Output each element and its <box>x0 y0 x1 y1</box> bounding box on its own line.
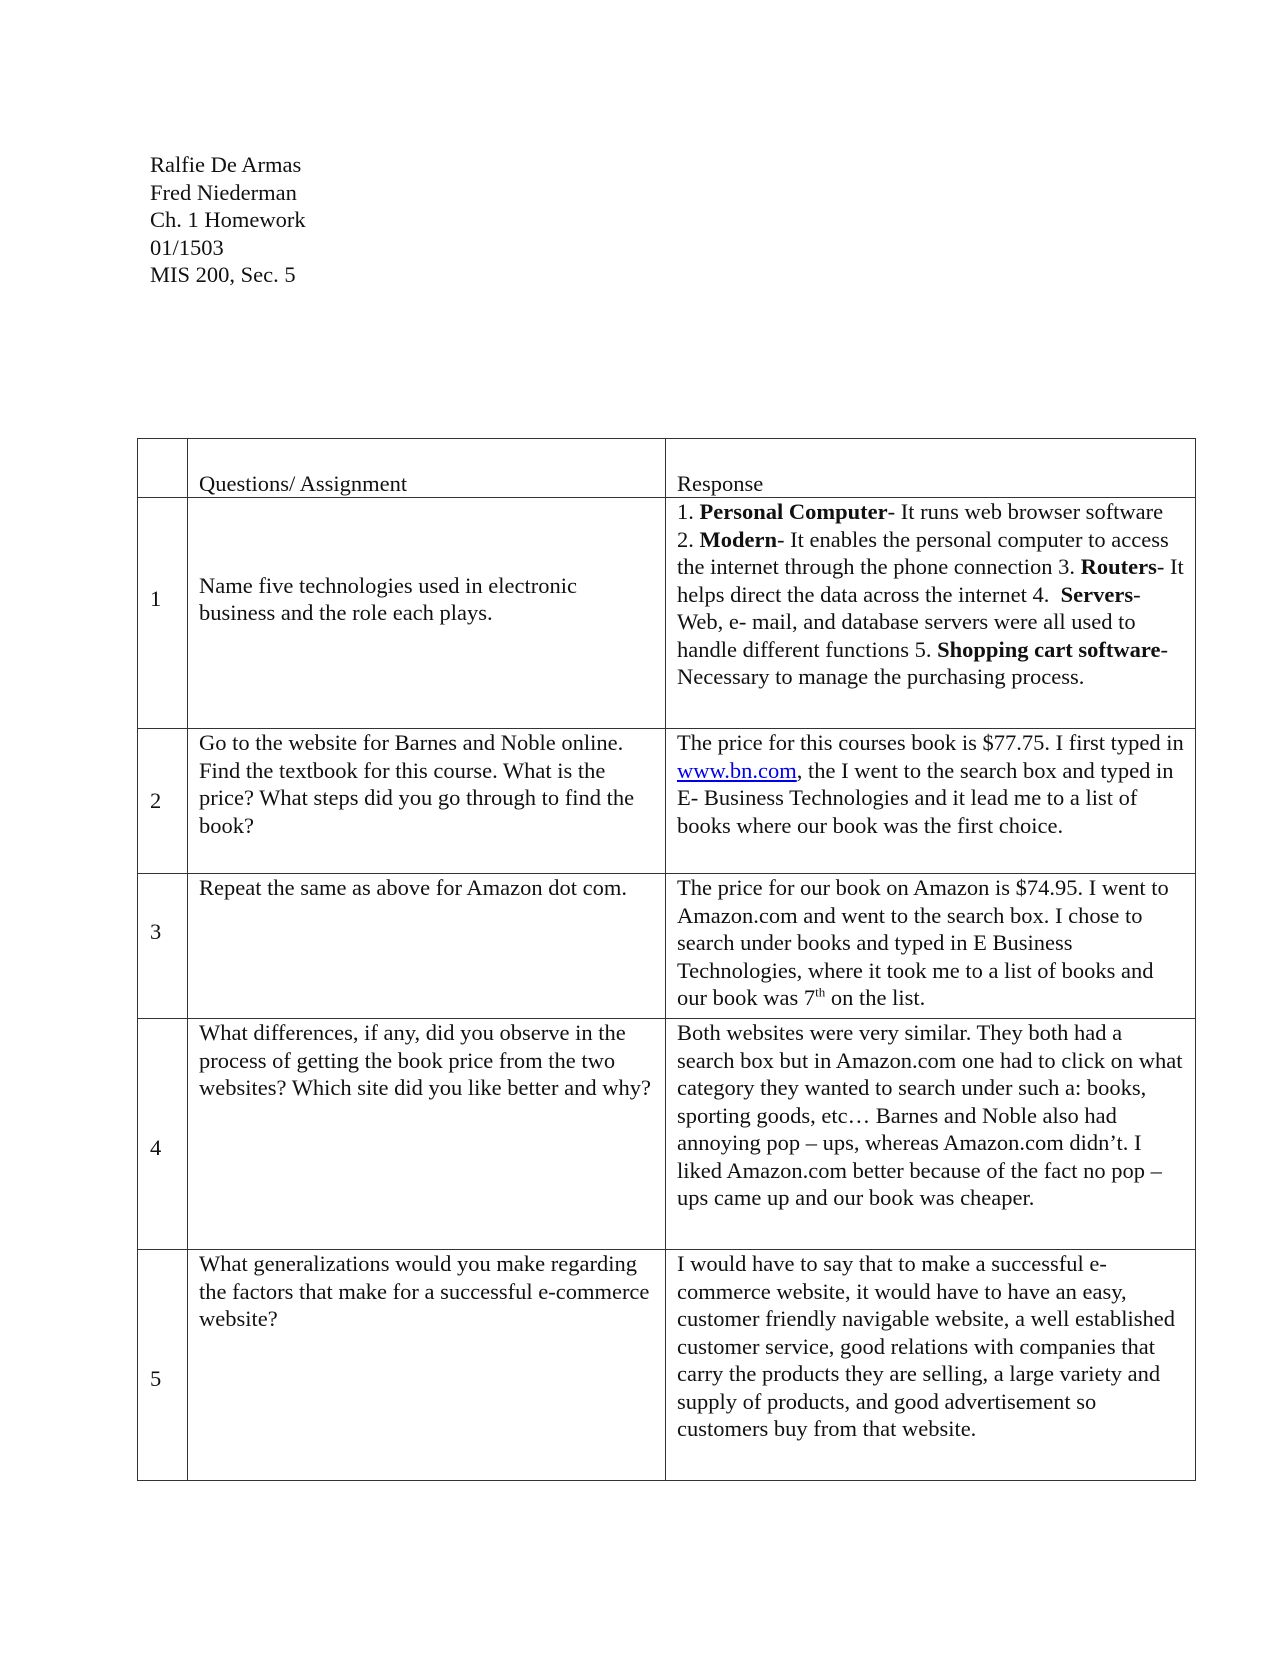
document-header <box>150 151 306 289</box>
table-header-row <box>138 439 1196 498</box>
question-cell: What differences, if any, did you observe in the process of getting the book price from the two websites? Which site did you like better and why? <box>188 1019 666 1250</box>
table-row <box>138 729 1196 874</box>
response-cell: I would have to say that to make a successful e-commerce website, it would have to have an easy, customer friendly navigable website, a well established customer service, good relations with companies that carry the products they are selling, a large variety and supply of products, and good advertisement so customers buy from that website. <box>666 1250 1196 1481</box>
instructor-name: Fred Niederman <box>150 179 297 205</box>
tech-term: Modern <box>699 526 777 552</box>
tech-term: Servers <box>1060 581 1134 607</box>
response-cell: The price for our book on Amazon is $74.95. I went to Amazon.com and went to the search box. I chose to search under books and typed in E Business Technologies, where it took me to a list of books and our book was 7th on the list. <box>666 874 1196 1019</box>
table-row <box>138 498 1196 729</box>
row-number: 5 <box>138 1250 188 1481</box>
table-row <box>138 874 1196 1019</box>
tech-term: Routers <box>1080 554 1157 579</box>
table-row <box>138 1250 1196 1481</box>
course-section: MIS 200, Sec. 5 <box>150 262 296 287</box>
question-cell: Repeat the same as above for Amazon dot com. <box>188 874 666 1019</box>
student-name: Ralfie De Armas <box>150 152 302 177</box>
row-number: 4 <box>138 1019 188 1250</box>
row-number: 3 <box>138 874 188 1019</box>
homework-table <box>137 438 1196 1481</box>
ordinal-superscript: th <box>815 984 826 1000</box>
column-header-response: Response <box>666 439 1196 498</box>
bn-website-link[interactable]: www.bn.com <box>677 757 797 783</box>
row-number: 1 <box>138 498 188 729</box>
assignment-date: 01/1503 <box>150 234 224 260</box>
question-cell: Name five technologies used in electronic business and the role each plays. <box>188 498 666 729</box>
row-number: 2 <box>138 729 188 874</box>
response-cell: The price for this courses book is $77.75. I first typed in www.bn.com, the I went to the search box and typed in E- Business Technologies and it lead me to a list of books where our book was the first choice. <box>666 729 1196 874</box>
table-row <box>138 1019 1196 1250</box>
tech-term: Personal Computer <box>699 499 888 524</box>
assignment-title: Ch. 1 Homework <box>150 207 306 232</box>
response-cell: 1. Personal Computer- It runs web browser software 2. Modern- It enables the personal computer to access the internet through the phone connection 3. Routers- It helps direct the data across the internet 4. Servers- Web, e- mail, and database servers were all used to handle different functions 5. Shopping cart software- Necessary to manage the purchasing process. <box>666 498 1196 729</box>
question-cell: Go to the website for Barnes and Noble online. Find the textbook for this course. What is the price? What steps did you go through to find the book? <box>188 729 666 874</box>
column-header-questions: Questions/ Assignment <box>188 439 666 498</box>
question-cell: What generalizations would you make regarding the factors that make for a successful e-commerce website? <box>188 1250 666 1481</box>
column-header-number <box>138 439 188 498</box>
tech-term: Shopping cart software <box>937 636 1161 662</box>
response-cell: Both websites were very similar. They both had a search box but in Amazon.com one had to click on what category they wanted to search under such a: books, sporting goods, etc… Barnes and Noble also had annoying pop – ups, whereas Amazon.com didn’t. I liked Amazon.com better because of the fact no pop – ups came up and our book was cheaper. <box>666 1019 1196 1250</box>
